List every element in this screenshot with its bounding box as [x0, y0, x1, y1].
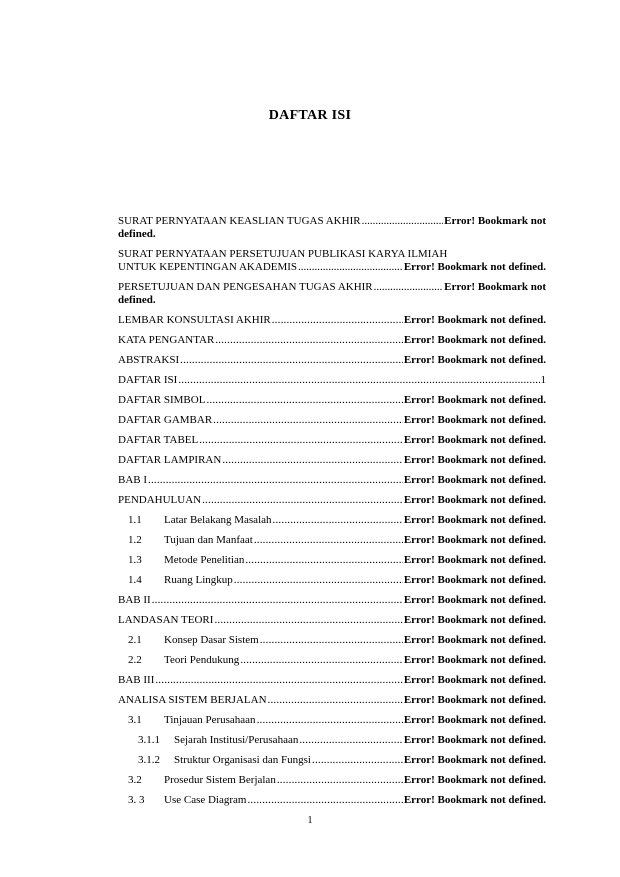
toc-entry-daftar-simbol[interactable]	[118, 394, 546, 407]
toc-entry-number: 2.2	[128, 654, 142, 666]
dot-leader	[257, 714, 403, 727]
toc-entry-label: Tujuan dan Manfaat	[164, 534, 253, 546]
toc-entry-daftar-gambar[interactable]	[118, 414, 546, 427]
toc-entry-page: Error! Bookmark not defined.	[403, 694, 546, 706]
dot-leader	[362, 215, 444, 228]
toc-entry-1-3[interactable]	[118, 554, 546, 567]
toc-entry-label: LANDASAN TEORI	[118, 614, 214, 626]
page-number: 1	[307, 815, 313, 826]
table-of-contents	[118, 215, 546, 814]
toc-entry-keaslian[interactable]	[118, 215, 546, 241]
toc-entry-page: Error! Bookmark not	[444, 281, 546, 293]
toc-entry-abstraksi[interactable]	[118, 354, 546, 367]
dot-leader	[272, 314, 403, 327]
toc-entry-3-1-1[interactable]	[118, 734, 546, 747]
toc-entry-3-3[interactable]	[118, 794, 546, 807]
dot-leader	[277, 774, 403, 787]
toc-entry-page: Error! Bookmark not defined.	[403, 674, 546, 686]
dot-leader	[298, 261, 403, 274]
toc-entry-page: Error! Bookmark not defined.	[403, 734, 546, 746]
toc-entry-pendahuluan[interactable]	[118, 494, 546, 507]
toc-entry-label: Sejarah Institusi/Perusahaan	[174, 734, 299, 746]
dot-leader	[152, 594, 403, 607]
toc-entry-number: 1.4	[128, 574, 142, 586]
toc-entry-label: BAB I	[118, 474, 148, 486]
toc-entry-page: Error! Bookmark not defined.	[403, 514, 546, 526]
toc-entry-number: 3.1.2	[138, 754, 160, 766]
toc-entry-page: Error! Bookmark not defined.	[403, 314, 546, 326]
toc-entry-label: Konsep Dasar Sistem	[164, 634, 259, 646]
toc-entry-label: KATA PENGANTAR	[118, 334, 215, 346]
toc-entry-bab-2[interactable]	[118, 594, 546, 607]
toc-entry-kata-pengantar[interactable]	[118, 334, 546, 347]
toc-entry-page: Error! Bookmark not defined.	[403, 754, 546, 766]
toc-entry-3-2[interactable]	[118, 774, 546, 787]
toc-entry-page: Error! Bookmark not defined.	[403, 414, 546, 426]
toc-entry-page: Error! Bookmark not defined.	[403, 434, 546, 446]
toc-entry-page-cont: defined.	[118, 294, 156, 306]
dot-leader	[199, 434, 403, 447]
toc-entry-page: Error! Bookmark not defined.	[403, 454, 546, 466]
toc-entry-number: 3.1	[128, 714, 142, 726]
toc-entry-label: ABSTRAKSI	[118, 354, 180, 366]
toc-entry-label: DAFTAR SIMBOL	[118, 394, 206, 406]
toc-entry-label: ANALISA SISTEM BERJALAN	[118, 694, 267, 706]
toc-entry-number: 3. 3	[128, 794, 145, 806]
toc-entry-number: 2.1	[128, 634, 142, 646]
toc-entry-page: Error! Bookmark not defined.	[403, 334, 546, 346]
toc-entry-3-1-2[interactable]	[118, 754, 546, 767]
toc-entry-2-2[interactable]	[118, 654, 546, 667]
toc-entry-label: SURAT PERNYATAAN PERSETUJUAN PUBLIKASI KARYA ILMIAH	[118, 248, 448, 260]
toc-entry-page: Error! Bookmark not defined.	[403, 534, 546, 546]
toc-entry-label: Struktur Organisasi dan Fungsi	[174, 754, 311, 766]
toc-entry-pengesahan[interactable]	[118, 281, 546, 307]
dot-leader	[312, 754, 403, 767]
dot-leader	[215, 334, 402, 347]
toc-entry-label: DAFTAR GAMBAR	[118, 414, 213, 426]
toc-entry-publikasi[interactable]	[118, 248, 546, 274]
toc-entry-page: Error! Bookmark not defined.	[403, 494, 546, 506]
toc-entry-page: Error! Bookmark not defined.	[403, 354, 546, 366]
dot-leader	[245, 554, 402, 567]
toc-entry-page: Error! Bookmark not defined.	[403, 614, 546, 626]
dot-leader	[247, 794, 402, 807]
toc-entry-number: 3.2	[128, 774, 142, 786]
toc-entry-daftar-lampiran[interactable]	[118, 454, 546, 467]
dot-leader	[214, 614, 402, 627]
dot-leader	[178, 374, 539, 387]
toc-entry-label: PENDAHULUAN	[118, 494, 202, 506]
dot-leader	[180, 354, 403, 367]
toc-entry-label: DAFTAR TABEL	[118, 434, 199, 446]
toc-entry-page: Error! Bookmark not defined.	[403, 714, 546, 726]
dot-leader	[374, 281, 443, 294]
toc-entry-label: LEMBAR KONSULTASI AKHIR	[118, 314, 271, 326]
toc-entry-2-1[interactable]	[118, 634, 546, 647]
toc-entry-number: 1.1	[128, 514, 142, 526]
dot-leader	[206, 394, 402, 407]
toc-entry-label: Metode Penelitian	[164, 554, 245, 566]
dot-leader	[234, 574, 403, 587]
toc-entry-konsultasi[interactable]	[118, 314, 546, 327]
toc-entry-page: Error! Bookmark not defined.	[403, 554, 546, 566]
dot-leader	[240, 654, 403, 667]
toc-entry-page: Error! Bookmark not defined.	[403, 634, 546, 646]
toc-entry-label: BAB II	[118, 594, 151, 606]
dot-leader	[299, 734, 402, 747]
page-title: DAFTAR ISI	[268, 108, 352, 123]
toc-entry-1-2[interactable]	[118, 534, 546, 547]
toc-entry-page: Error! Bookmark not defined.	[403, 394, 546, 406]
toc-entry-number: 1.3	[128, 554, 142, 566]
toc-entry-label: Teori Pendukung	[164, 654, 240, 666]
dot-leader	[155, 674, 402, 687]
toc-entry-label: Prosedur Sistem Berjalan	[164, 774, 276, 786]
toc-entry-label-cont: UNTUK KEPENTINGAN AKADEMIS	[118, 261, 298, 273]
toc-entry-page: Error! Bookmark not defined.	[403, 594, 546, 606]
toc-entry-3-1[interactable]	[118, 714, 546, 727]
dot-leader	[254, 534, 403, 547]
dot-leader	[148, 474, 403, 487]
toc-entry-daftar-tabel[interactable]	[118, 434, 546, 447]
toc-entry-page: Error! Bookmark not defined.	[403, 654, 546, 666]
toc-entry-page: Error! Bookmark not	[444, 215, 546, 227]
dot-leader	[260, 634, 403, 647]
toc-entry-1-4[interactable]	[118, 574, 546, 587]
toc-entry-page: Error! Bookmark not defined.	[403, 261, 546, 273]
toc-entry-analisa-sistem[interactable]	[118, 694, 546, 707]
toc-entry-page: Error! Bookmark not defined.	[403, 774, 546, 786]
toc-entry-page: Error! Bookmark not defined.	[403, 474, 546, 486]
toc-entry-label: Ruang Lingkup	[164, 574, 233, 586]
dot-leader	[273, 514, 403, 527]
toc-entry-daftar-isi[interactable]	[118, 374, 546, 387]
dot-leader	[202, 494, 403, 507]
toc-entry-number: 3.1.1	[138, 734, 160, 746]
toc-entry-page: 1	[540, 374, 546, 386]
toc-entry-label: SURAT PERNYATAAN KEASLIAN TUGAS AKHIR	[118, 215, 361, 227]
toc-entry-page: Error! Bookmark not defined.	[403, 794, 546, 806]
toc-entry-bab-1[interactable]	[118, 474, 546, 487]
toc-entry-label: BAB III	[118, 674, 155, 686]
toc-entry-bab-3[interactable]	[118, 674, 546, 687]
toc-entry-landasan-teori[interactable]	[118, 614, 546, 627]
toc-entry-label: PERSETUJUAN DAN PENGESAHAN TUGAS AKHIR	[118, 281, 373, 293]
dot-leader	[268, 694, 403, 707]
toc-entry-page: Error! Bookmark not defined.	[403, 574, 546, 586]
toc-entry-label: Use Case Diagram	[164, 794, 247, 806]
toc-entry-number: 1.2	[128, 534, 142, 546]
dot-leader	[213, 414, 403, 427]
toc-entry-label: DAFTAR LAMPIRAN	[118, 454, 222, 466]
toc-entry-label: Latar Belakang Masalah	[164, 514, 272, 526]
toc-entry-label: DAFTAR ISI	[118, 374, 178, 386]
toc-entry-1-1[interactable]	[118, 514, 546, 527]
toc-entry-label: Tinjauan Perusahaan	[164, 714, 256, 726]
toc-entry-page-cont: defined.	[118, 228, 156, 240]
dot-leader	[222, 454, 402, 467]
